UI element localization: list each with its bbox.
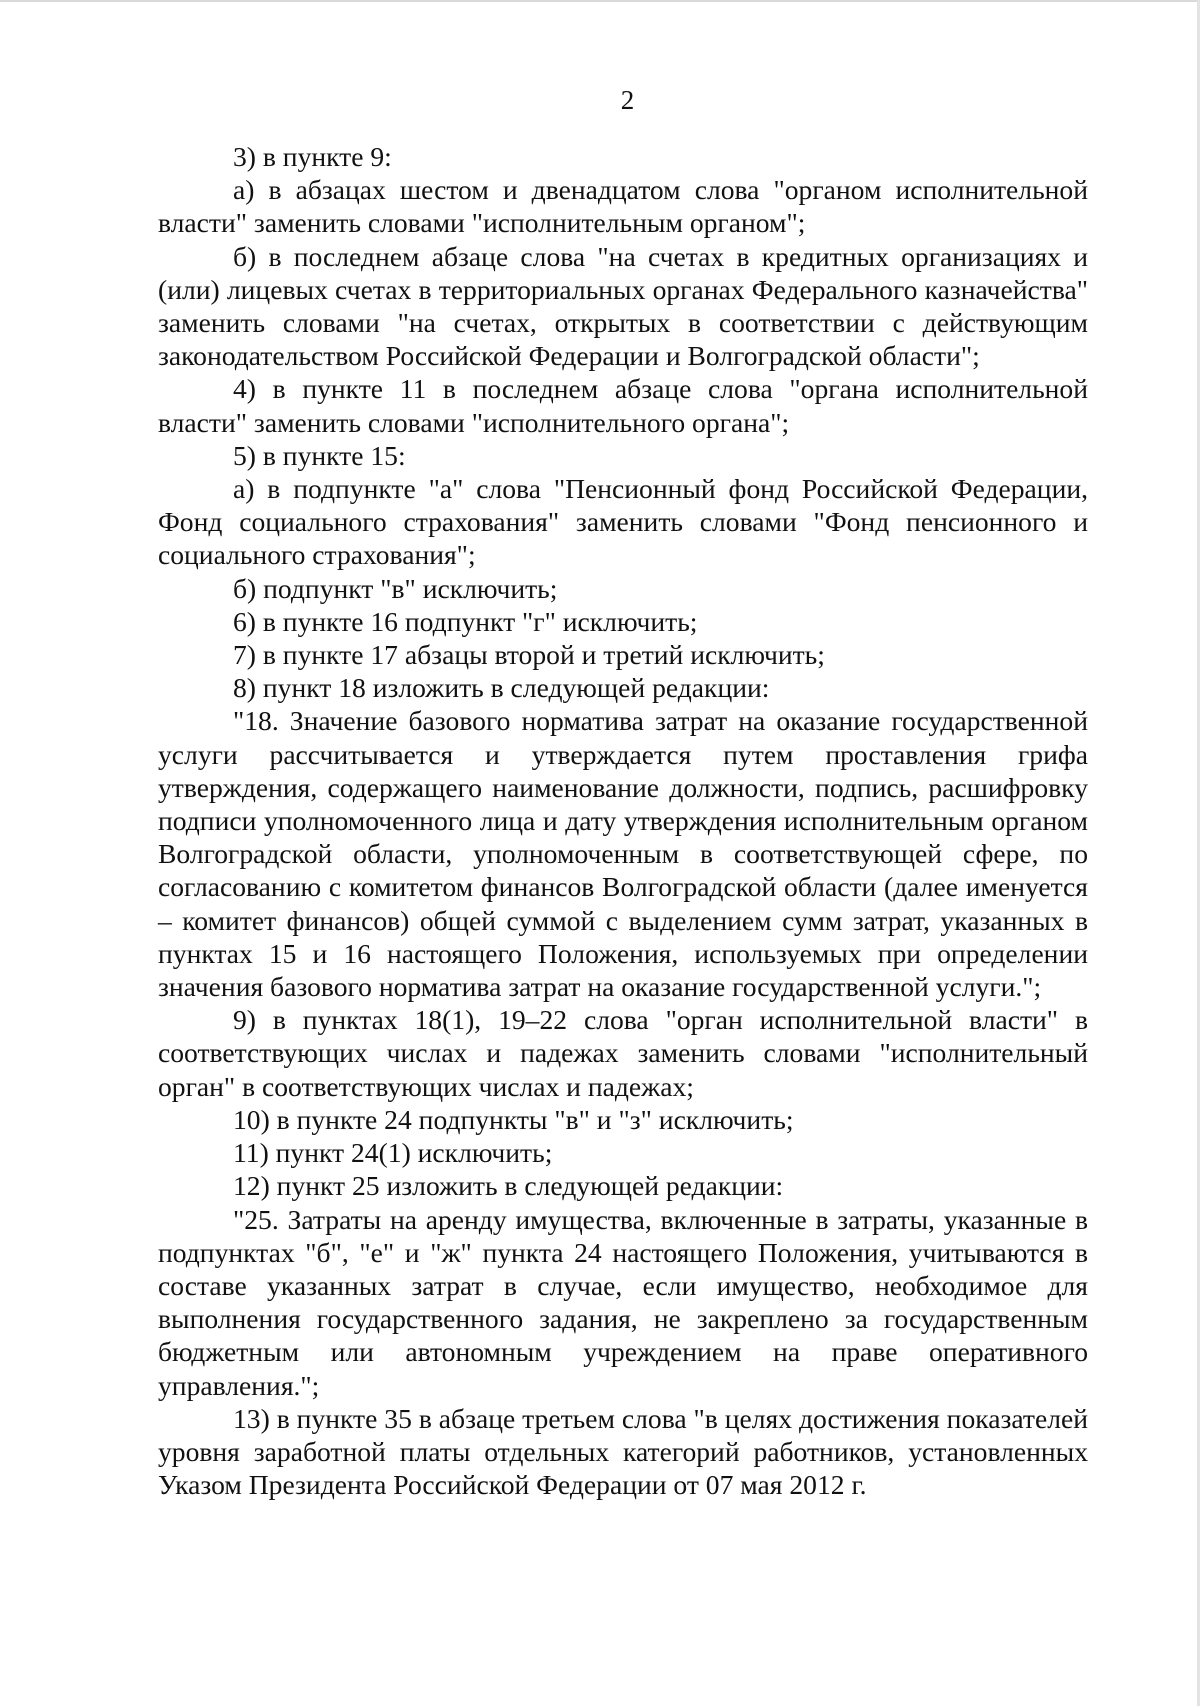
paragraph: "25. Затраты на аренду имущества, включенные в затраты, указанные в подпунктах "б", "е" и "ж" пункта 24 настоящего Положения, учитываются в составе указанных затрат в случае, если имущество, необходимое для выполнения государственного задания, не закреплено за государственным бюджетным или автономным учреждением на праве оперативного управления."; bbox=[158, 1203, 1088, 1401]
scan-edge-top bbox=[0, 0, 1200, 2]
paragraph: б) в последнем абзаце слова "на счетах в кредитных организациях и (или) лицевых счетах в территориальных органах Федерального казначейства" заменить словами "на счетах, открытых в соответствии с действующим законодательством Российской Федерации и Волгоградской области"; bbox=[158, 240, 1088, 372]
document-body bbox=[158, 140, 1088, 1501]
page-number: 2 bbox=[620, 85, 635, 115]
paragraph: а) в абзацах шестом и двенадцатом слова "органом исполнительной власти" заменить словами "исполнительным органом"; bbox=[158, 174, 1088, 239]
paragraph: 7) в пункте 17 абзацы второй и третий исключить; bbox=[233, 639, 825, 671]
paragraph: 8) пункт 18 изложить в следующей редакции: bbox=[233, 672, 770, 704]
paragraph: б) подпункт "в" исключить; bbox=[233, 572, 558, 604]
paragraph: 10) в пункте 24 подпункты "в" и "з" исключить; bbox=[233, 1103, 794, 1135]
paragraph: 12) пункт 25 изложить в следующей редакции: bbox=[233, 1170, 784, 1202]
paragraph: "18. Значение базового норматива затрат на оказание государственной услуги рассчитывается и утверждается путем проставления грифа утверждения, содержащего наименование должности, подпись, расшифровку подписи уполномоченного лица и дату утверждения исполнительным органом Волгоградской области, уполномоченным в соответствующей сфере, по согласованию с комитетом финансов Волгоградской области (далее именуется – комитет финансов) общей суммой с выделением сумм затрат, указанных в пунктах 15 и 16 настоящего Положения, используемых при определении значения базового норматива затрат на оказание государственной услуги."; bbox=[158, 705, 1088, 1003]
paragraph: 6) в пункте 16 подпункт "г" исключить; bbox=[233, 605, 698, 637]
paragraph: 5) в пункте 15: bbox=[233, 439, 406, 471]
paragraph: 13) в пункте 35 в абзаце третьем слова "в целях достижения показателей уровня заработной платы отдельных категорий работников, установленных Указом Президента Российской Федерации от 07 мая 2012 г. bbox=[158, 1402, 1088, 1501]
paragraph: 4) в пункте 11 в последнем абзаце слова "органа исполнительной власти" заменить словами "исполнительного органа"; bbox=[158, 373, 1088, 438]
paragraph: а) в подпункте "а" слова "Пенсионный фонд Российской Федерации, Фонд социального страхования" заменить словами "Фонд пенсионного и социального страхования"; bbox=[158, 473, 1088, 571]
paragraph: 11) пункт 24(1) исключить; bbox=[233, 1137, 553, 1169]
paragraph: 9) в пунктах 18(1), 19–22 слова "орган исполнительной власти" в соответствующих числах и падежах заменить словами "исполнительный орган" в соответствующих числах и падежах; bbox=[158, 1004, 1088, 1102]
paragraph: 3) в пункте 9: bbox=[233, 141, 392, 172]
